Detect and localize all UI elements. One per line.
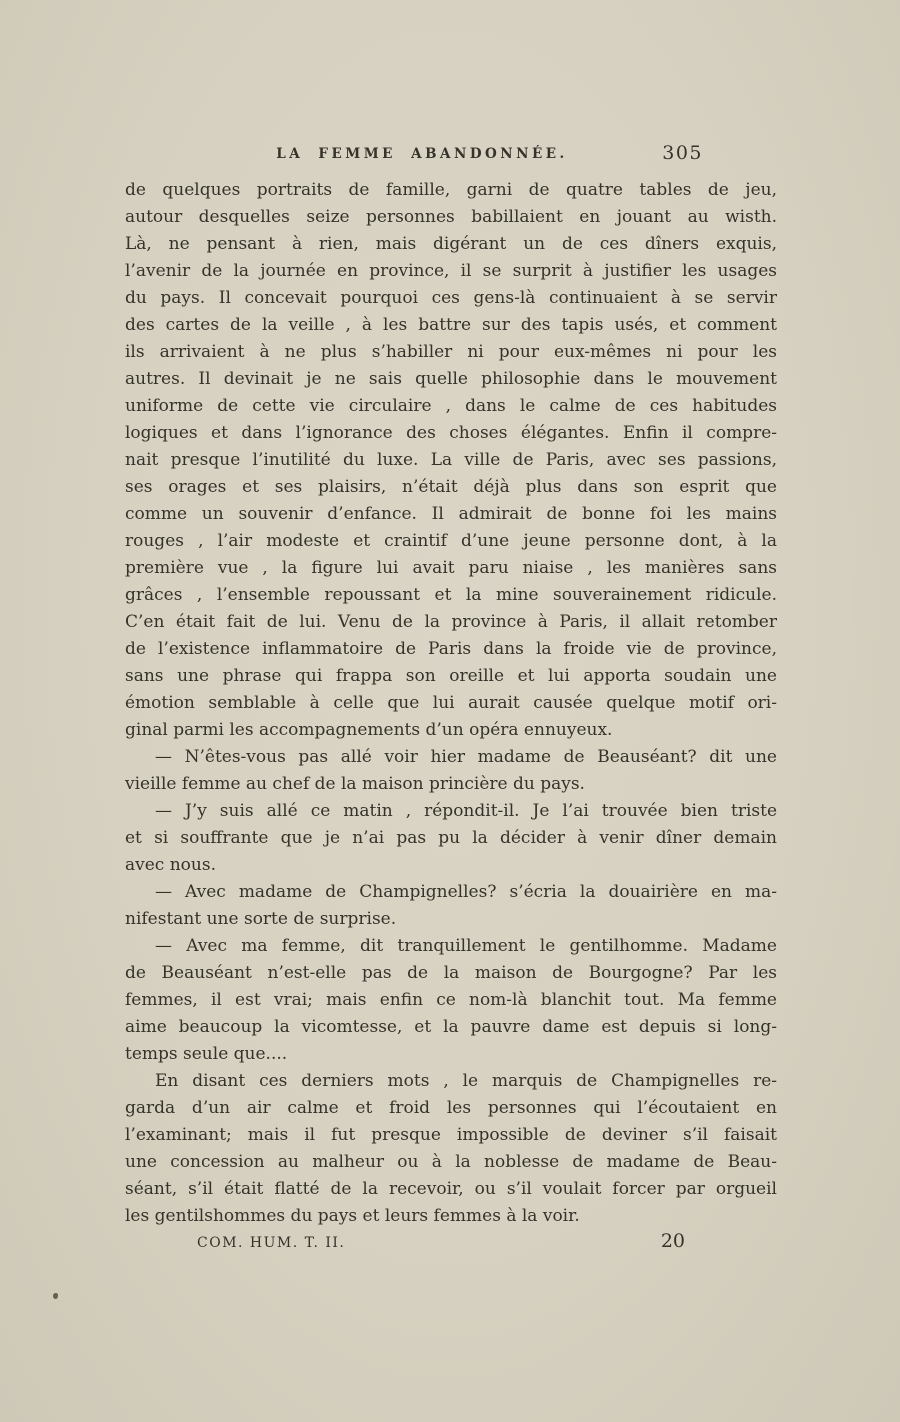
volume-signature: COM. HUM. T. II. [197, 1235, 346, 1251]
page-footer [125, 1230, 777, 1252]
page-header [125, 142, 777, 170]
sheet-number: 20 [660, 1230, 685, 1252]
paragraph [125, 177, 777, 744]
text-line: autres. Il devinait je ne sais quelle philosophie dans le mouvement [125, 369, 777, 389]
text-line: du pays. Il concevait pourquoi ces gens-là continuaient à se servir [125, 288, 777, 308]
text-line: femmes, il est vrai; mais enfin ce nom-là blanchit tout. Ma femme [125, 990, 777, 1010]
paragraph [125, 744, 777, 798]
text-line: de Beauséant n’est-elle pas de la maison de Bourgogne? Par les [125, 963, 777, 983]
text-line: émotion semblable à celle que lui aurait causée quelque motif ori- [125, 693, 777, 713]
text-line: autour desquelles seize personnes babillaient en jouant au wisth. [125, 207, 777, 227]
text-line: En disant ces derniers mots , le marquis de Champignelles re- [155, 1071, 777, 1091]
text-line: temps seule que.... [125, 1044, 288, 1064]
text-line: Là, ne pensant à rien, mais digérant un de ces dîners exquis, [125, 234, 777, 254]
text-line: et si souffrante que je n’ai pas pu la décider à venir dîner demain [125, 828, 777, 848]
text-line: garda d’un air calme et froid les personnes qui l’écoutaient en [125, 1098, 777, 1118]
text-line: — N’êtes-vous pas allé voir hier madame de Beauséant? dit une [155, 747, 777, 767]
text-block [125, 177, 777, 1230]
text-line: de quelques portraits de famille, garni de quatre tables de jeu, [125, 180, 777, 200]
paragraph [125, 1068, 777, 1230]
text-line: logiques et dans l’ignorance des choses élégantes. Enfin il compre- [125, 423, 777, 443]
page-number: 305 [662, 142, 703, 164]
running-title: LA FEMME ABANDONNÉE. [276, 146, 568, 162]
text-line: l’avenir de la journée en province, il se surprit à justifier les usages [125, 261, 777, 281]
text-line: des cartes de la veille , à les battre sur des tapis usés, et comment [125, 315, 777, 335]
text-line: ginal parmi les accompagnements d’un opéra ennuyeux. [125, 720, 613, 740]
text-line: nait presque l’inutilité du luxe. La ville de Paris, avec ses passions, [125, 450, 777, 470]
text-line: nifestant une sorte de surprise. [125, 909, 397, 929]
text-line: vieille femme au chef de la maison princière du pays. [125, 774, 585, 794]
text-line: comme un souvenir d’enfance. Il admirait de bonne foi les mains [125, 504, 777, 524]
text-line: — Avec ma femme, dit tranquillement le gentilhomme. Madame [155, 936, 777, 956]
text-line: les gentilshommes du pays et leurs femmes à la voir. [125, 1206, 580, 1226]
text-line: rouges , l’air modeste et craintif d’une jeune personne dont, à la [125, 531, 777, 551]
text-line: sans une phrase qui frappa son oreille et lui apporta soudain une [125, 666, 777, 686]
text-line: ils arrivaient à ne plus s’habiller ni pour eux-mêmes ni pour les [125, 342, 777, 362]
text-line: ses orages et ses plaisirs, n’était déjà plus dans son esprit que [125, 477, 777, 497]
paragraph [125, 933, 777, 1068]
text-line: séant, s’il était flatté de la recevoir, ou s’il voulait forcer par orgueil [125, 1179, 777, 1199]
text-line: — Avec madame de Champignelles? s’écria la douairière en ma- [155, 882, 777, 902]
text-line: une concession au malheur ou à la noblesse de madame de Beau- [125, 1152, 777, 1172]
paragraph [125, 798, 777, 879]
text-line: grâces , l’ensemble repoussant et la mine souverainement ridicule. [125, 585, 777, 605]
text-line: C’en était fait de lui. Venu de la province à Paris, il allait retomber [125, 612, 777, 632]
text-line: l’examinant; mais il fut presque impossible de deviner s’il faisait [125, 1125, 777, 1145]
text-line: uniforme de cette vie circulaire , dans le calme de ces habitudes [125, 396, 777, 416]
text-line: avec nous. [125, 855, 216, 875]
paragraph [125, 879, 777, 933]
text-line: — J’y suis allé ce matin , répondit-il. Je l’ai trouvée bien triste [155, 801, 777, 821]
text-line: de l’existence inflammatoire de Paris dans la froide vie de province, [125, 639, 777, 659]
text-line: aime beaucoup la vicomtesse, et la pauvre dame est depuis si long- [125, 1017, 777, 1037]
ink-speck [53, 1293, 58, 1299]
text-line: première vue , la figure lui avait paru niaise , les manières sans [125, 558, 777, 578]
